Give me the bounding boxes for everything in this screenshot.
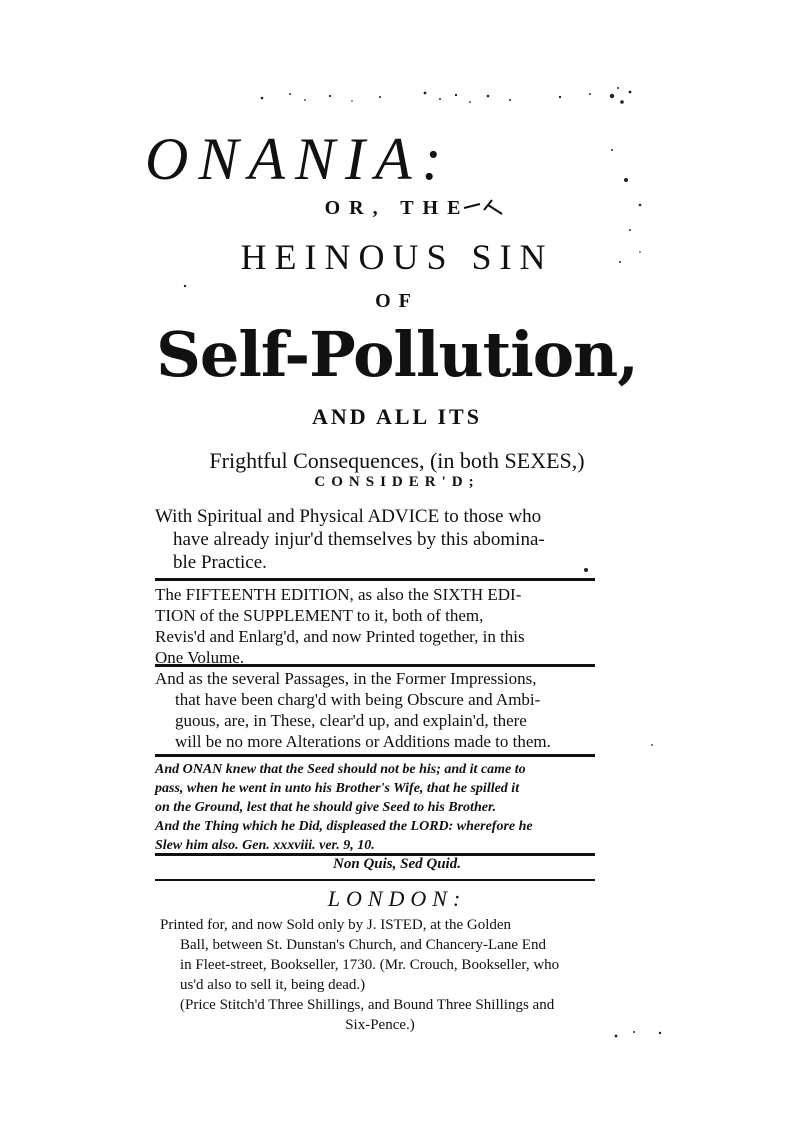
scripture-line: on the Ground, lest that he should give Seed to his Brother. [155, 800, 497, 815]
scripture-quotation [155, 760, 595, 855]
passages-line: And as the several Passages, in the Former Impressions, [155, 669, 537, 688]
scripture-line: Slew him also. Gen. xxxviii. ver. 9, 10. [155, 838, 375, 853]
divider [155, 664, 595, 667]
frightful-consequences: Frightful Consequences, (in both SEXES,) [209, 448, 585, 473]
passages-line: will be no more Alterations or Additions made to them. [175, 732, 551, 751]
heinous-sin: HEINOUS SIN [240, 237, 554, 277]
place-of-publication: LONDON: [327, 886, 467, 911]
divider [155, 578, 595, 581]
advice-paragraph [155, 505, 595, 574]
edition-paragraph [155, 584, 595, 668]
scripture-line: pass, when he went in unto his Brother's Wife, that he spilled it [155, 781, 520, 796]
edition-line: Revis'd and Enlarg'd, and now Printed together, in this [155, 627, 525, 646]
passages-line: guous, are, in These, clear'd up, and explain'd, there [175, 711, 527, 730]
divider [155, 754, 595, 757]
passages-line: that have been charg'd with being Obscure and Ambi- [175, 690, 541, 709]
title: ONANIA: [145, 126, 452, 192]
edition-line: TION of the SUPPLEMENT to it, both of them, [155, 606, 484, 625]
advice-line: With Spiritual and Physical ADVICE to those who [155, 506, 542, 527]
imprint-line: us'd also to sell it, being dead.) [180, 977, 366, 993]
imprint-line: in Fleet-street, Bookseller, 1730. (Mr. Crouch, Bookseller, who [180, 957, 560, 973]
subtitle-or-the: OR, THE [324, 197, 470, 219]
of-line: OF [375, 290, 419, 312]
considered: CONSIDER'D; [314, 474, 480, 490]
scripture-line: And ONAN knew that the Seed should not be his; and it came to [155, 762, 526, 777]
imprint-line: Six-Pence.) [345, 1017, 415, 1033]
edition-line: The FIFTEENTH EDITION, as also the SIXTH EDI- [155, 585, 522, 604]
imprint-line: Ball, between St. Dunstan's Church, and Chancery-Lane End [180, 937, 546, 953]
imprint-line: (Price Stitch'd Three Shillings, and Bound Three Shillings and [180, 997, 555, 1013]
advice-line: have already injur'd themselves by this abomina- [173, 529, 545, 550]
edition-line: One Volume. [155, 648, 245, 667]
self-pollution-heading: Self-Pollution, [156, 318, 638, 391]
divider [155, 879, 595, 881]
passages-paragraph [155, 668, 595, 752]
and-all-its: AND ALL ITS [312, 404, 482, 429]
imprint-line: Printed for, and now Sold only by J. ISTED, at the Golden [160, 917, 512, 933]
motto: Non Quis, Sed Quid. [333, 856, 461, 872]
scripture-line: And the Thing which he Did, displeased the LORD: wherefore he [155, 819, 533, 834]
advice-line: ble Practice. [173, 552, 267, 573]
imprint [160, 915, 600, 1035]
